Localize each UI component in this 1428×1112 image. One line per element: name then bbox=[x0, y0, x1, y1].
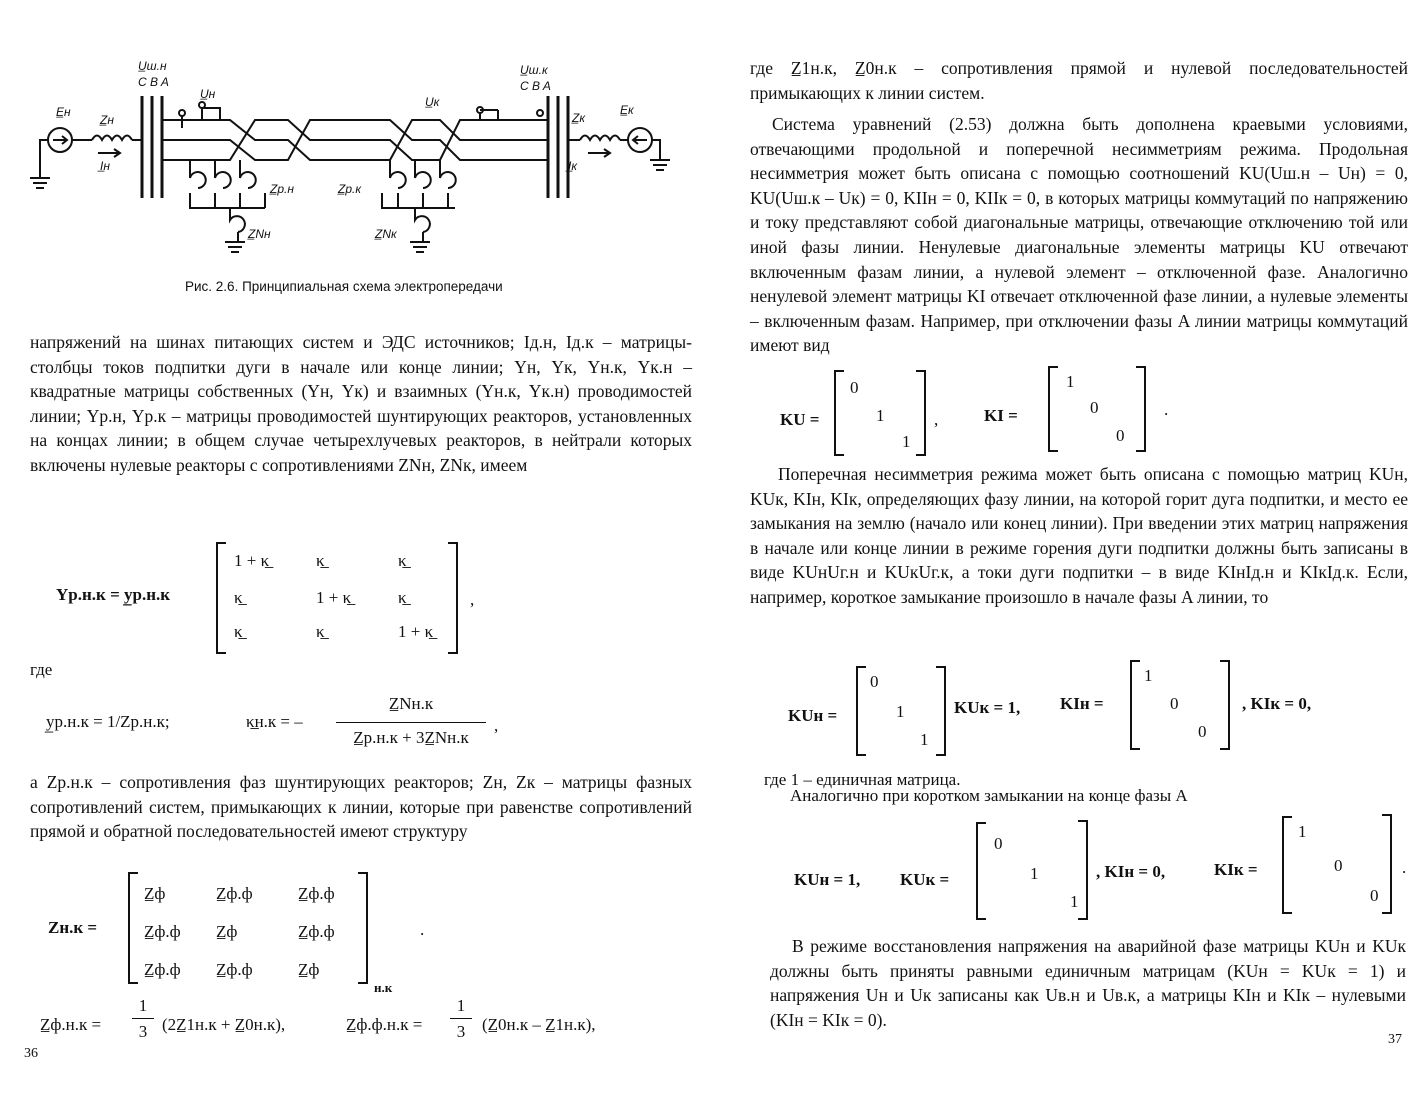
label-in: I̲н bbox=[100, 159, 110, 173]
eq-kuk-bracket-r1 bbox=[1078, 820, 1088, 920]
label-ush-n: U̲ш.н bbox=[138, 59, 167, 73]
label-en: E̲н bbox=[56, 105, 71, 119]
eq-z-tail: . bbox=[420, 920, 425, 939]
eq-kuk-bracket-l1 bbox=[976, 822, 986, 920]
eq-y-cell: κ̲ bbox=[234, 622, 243, 641]
eq-kuk-lhs1: KUн = 1, bbox=[794, 870, 861, 889]
eq-ki-cell: 0 bbox=[1116, 426, 1125, 445]
figure-caption: Рис. 2.6. Принципиальная схема электропередачи bbox=[185, 279, 503, 294]
eq-zf-num2: 1 bbox=[456, 996, 466, 1015]
eq-y-bracket-right bbox=[448, 542, 458, 654]
ground-left-icon bbox=[30, 158, 50, 188]
eq-zf-line1 bbox=[132, 1018, 154, 1019]
eq-kin-cell: 1 bbox=[1144, 666, 1153, 685]
page-number-right: 37 bbox=[1388, 1032, 1402, 1047]
eq-ku-bracket-r2 bbox=[1136, 366, 1146, 452]
eq-ku-cell: 1 bbox=[876, 406, 885, 425]
eq-kun-bracket-r2 bbox=[1220, 660, 1230, 750]
right-where-2: где 1 – единичная матрица. bbox=[764, 770, 961, 789]
eq-y-cell: 1 + κ̲ bbox=[316, 588, 352, 607]
eq-kuk-mid: , KIн = 0, bbox=[1096, 862, 1166, 881]
ground-right-icon bbox=[650, 140, 670, 170]
eq-y-cell: κ̲ bbox=[234, 588, 243, 607]
eq-z-subscript: н.к bbox=[374, 980, 393, 995]
eq-k-tail: , bbox=[494, 716, 499, 735]
reactor-end-icon bbox=[390, 172, 456, 188]
reactor-start-icon bbox=[190, 172, 256, 188]
label-phases-left: C B A bbox=[138, 75, 169, 89]
label-zrk: Z̲р.к bbox=[338, 182, 362, 196]
eq-kuk-cell: 1 bbox=[1070, 892, 1079, 911]
eq-kuk-lhs3: KIк = bbox=[1214, 860, 1258, 879]
eq-kuk-lhs2: KUк = bbox=[900, 870, 950, 889]
eq-kun-tail: , KIк = 0, bbox=[1242, 694, 1312, 713]
eq-kuk-bracket-r2 bbox=[1382, 814, 1392, 914]
eq-z-cell: Z̲ф.ф bbox=[298, 884, 335, 903]
right-paragraph-3: Поперечная несимметрия режима может быть описана с помощью матриц KUн, KUк, KIн, KIк, определяющих фазу линии, на которой горит дуга подпитки, и место ее замыкания на землю (начало или конец линии). При введении этих матриц напряжения в начале или конце линии в режиме горения дуги подпитки должны быть записаны в виде KUнUг.н и KUкUг.к, а токи дуги подпитки – в виде KIнIд.н и KIкIд.к. Если, например, короткое замыкание произошло в начале фазы A линии, то bbox=[750, 464, 1408, 607]
label-znk: Z̲Nк bbox=[375, 227, 397, 241]
eq-z-cell: Z̲ф bbox=[144, 884, 166, 903]
eq-ku-bracket-l1 bbox=[834, 370, 844, 456]
eq-z-cell: Z̲ф.ф bbox=[298, 922, 335, 941]
eq-zf-den2: 3 bbox=[456, 1022, 466, 1041]
eq-z-cell: Z̲ф.ф bbox=[216, 884, 253, 903]
eq-zf-lhs2: Z̲ф.ф.н.к = bbox=[346, 1015, 423, 1034]
label-uk: U̲к bbox=[425, 95, 440, 109]
eq-zf-lhs1: Z̲ф.н.к = bbox=[40, 1015, 102, 1034]
reactor-nk-icon bbox=[410, 208, 430, 252]
eq-kun-bracket-r1 bbox=[936, 666, 946, 756]
eq-y-cell: κ̲ bbox=[398, 551, 407, 570]
label-zk: Z̲к bbox=[572, 111, 585, 125]
label-zn: Z̲н bbox=[100, 113, 114, 127]
eq-y-cell: 1 + κ̲ bbox=[234, 551, 270, 570]
eq-kun-bracket-l2 bbox=[1130, 660, 1140, 750]
eq-ku-sep: , bbox=[934, 410, 939, 429]
eq-y-cell: κ̲ bbox=[316, 622, 325, 641]
eq-kin-cell: 0 bbox=[1198, 722, 1207, 741]
left-where-1: где bbox=[30, 660, 53, 679]
label-ush-k: U̲ш.к bbox=[520, 63, 548, 77]
inductor-zn-icon bbox=[92, 136, 132, 141]
eq-z-cell: Z̲ф.ф bbox=[144, 960, 181, 979]
eq-z-cell: Z̲ф.ф bbox=[216, 960, 253, 979]
eq-zf-body2: (Z̲0н.к – Z̲1н.к), bbox=[482, 1015, 596, 1034]
eq-zf-den1: 3 bbox=[138, 1022, 148, 1041]
label-znn: Z̲Nн bbox=[248, 227, 271, 241]
right-page bbox=[714, 0, 1428, 1112]
label-phases-right: C B A bbox=[520, 79, 551, 93]
eq-kun-cell: 1 bbox=[896, 702, 905, 721]
eq-kuk-bracket-l2 bbox=[1282, 816, 1292, 914]
eq-kuk-tail: . bbox=[1402, 858, 1407, 877]
right-paragraph-2: Система уравнений (2.53) должна быть дополнена краевыми условиями, отвечающими продольной и поперечной несимметриям режима. Продольная несимметрия может быть описана с помощью соотношений KU(Uш.н – Uн) = 0, KU(Uш.к – Uк) = 0, KIIн = 0, KIIк = 0, в которых матрицы коммутаций по напряжению и току представляют собой диагональные матрицы, отвечающие отключению той или иной фазы линии. Ненулевые диагональные элементы матрицы KU отвечают включенным фазам линии, а нулевой элемент – отключенной фазе. Аналогично ненулевой элемент матрицы KI отвечает отключенной фазе линии, а нулевые элементы – включенным фазам. Например, при отключении фазы A линии матрицы коммутаций имеют вид bbox=[750, 114, 1408, 356]
eq-y-tail: , bbox=[470, 590, 475, 609]
eq-k-fraction-line bbox=[336, 722, 486, 723]
eq-kuk-cell: 0 bbox=[994, 834, 1003, 853]
eq-k-numerator: Z̲Nн.к bbox=[388, 694, 434, 713]
eq-ku-cell: 1 bbox=[902, 432, 911, 451]
eq-kun-lhs2: KIн = bbox=[1060, 694, 1104, 713]
eq-ki-cell: 0 bbox=[1090, 398, 1099, 417]
left-paragraph-1: напряжений на шинах питающих систем и ЭДС источников; Iд.н, Iд.к – матрицы-столбцы токов подпитки дуги в начале или конце линии; Yн, Yк, Yн.к, Yк.н – квадратные матрицы собственных (Yн, Yк) и взаимных (Yн.к, Yк.н) проводимостей линии; Yр.н, Yр.к – матрицы проводимостей шунтирующих реакторов, установленных на концах линии; в общем случае четырехлучевых реакторов, в нейтрали которых включены нулевые реакторы с сопротивлениями ZNн, ZNк, имеем bbox=[30, 332, 692, 475]
right-paragraph-5: В режиме восстановления напряжения на аварийной фазе матрицы KUн и KUк должны быть приняты равными единичным матрицам (KUн = KUк = 1) и напряжения Uн и Uк записаны как Uв.н и Uв.к, а матрицы KIн и KIк – нулевыми (KIн = KIк = 0). bbox=[770, 936, 1406, 1030]
eq-zf-num1: 1 bbox=[138, 996, 148, 1015]
eq-kun-bracket-l1 bbox=[856, 666, 866, 756]
eq-ku-bracket-l2 bbox=[1048, 366, 1058, 452]
eq-zf-line2 bbox=[450, 1018, 472, 1019]
left-paragraph-2: а Zр.н.к – сопротивления фаз шунтирующих реакторов; Zн, Zк – матрицы фазных сопротивлений систем, примыкающих к линии, которые при равенстве сопротивлений прямой и обратной последовательностей имеют структуру bbox=[30, 772, 692, 842]
busbar-right-icon bbox=[548, 96, 568, 198]
eq-kin-cell: 0 bbox=[1170, 694, 1179, 713]
eq-kuk-cell: 1 bbox=[1030, 864, 1039, 883]
eq-kun-lhs1: KUн = bbox=[788, 706, 838, 725]
label-ik: I̲к bbox=[568, 159, 577, 173]
eq-y-lhs: Yр.н.к = y̲р.н.к bbox=[56, 585, 171, 604]
eq-kik-cell: 0 bbox=[1370, 886, 1379, 905]
eq-ku-lhs1: KU = bbox=[780, 410, 820, 429]
eq-kun-mid: KUк = 1, bbox=[954, 698, 1021, 717]
eq-z-cell: Z̲ф bbox=[298, 960, 320, 979]
eq-z-bracket-left bbox=[128, 872, 138, 984]
eq-k-part2: κ̲н.к = – bbox=[246, 712, 303, 731]
eq-ku-lhs2: KI = bbox=[984, 406, 1018, 425]
eq-y-cell: κ̲ bbox=[398, 588, 407, 607]
label-zrn: Z̲р.н bbox=[270, 182, 294, 196]
eq-k-part1: y̲р.н.к = 1/Zр.н.к; bbox=[46, 712, 170, 731]
label-ek: E̲к bbox=[620, 103, 634, 117]
eq-y-cell: 1 + κ̲ bbox=[398, 622, 434, 641]
reactor-nn-icon bbox=[225, 208, 245, 252]
eq-ki-cell: 1 bbox=[1066, 372, 1075, 391]
right-paragraph-1: где Z̲1н.к, Z̲0н.к – сопротивления прямой и нулевой последовательностей примыкающих к линии систем. bbox=[750, 58, 1408, 103]
eq-kik-cell: 0 bbox=[1334, 856, 1343, 875]
eq-z-bracket-right bbox=[358, 872, 368, 984]
busbar-left-icon bbox=[142, 96, 162, 198]
inductor-zk-icon bbox=[580, 136, 620, 141]
right-paragraph-4: Аналогично при коротком замыкании на конце фазы A bbox=[790, 786, 1188, 805]
label-un: U̲н bbox=[200, 87, 216, 101]
eq-y-bracket-left bbox=[216, 542, 226, 654]
eq-kik-cell: 1 bbox=[1298, 822, 1307, 841]
page-number-left: 36 bbox=[24, 1046, 38, 1061]
eq-z-cell: Z̲ф.ф bbox=[144, 922, 181, 941]
eq-kun-cell: 1 bbox=[920, 730, 929, 749]
eq-ku-tail: . bbox=[1164, 400, 1169, 419]
eq-k-denominator: Z̲р.н.к + 3Z̲Nн.к bbox=[353, 728, 469, 747]
eq-ku-cell: 0 bbox=[850, 378, 859, 397]
eq-z-lhs: Zн.к = bbox=[48, 918, 98, 937]
eq-z-cell: Z̲ф bbox=[216, 922, 238, 941]
eq-kun-cell: 0 bbox=[870, 672, 879, 691]
eq-zf-body1: (2Z̲1н.к + Z̲0н.к), bbox=[162, 1015, 286, 1034]
eq-y-cell: κ̲ bbox=[316, 551, 325, 570]
circuit-diagram bbox=[20, 48, 700, 280]
eq-ku-bracket-r1 bbox=[916, 370, 926, 456]
